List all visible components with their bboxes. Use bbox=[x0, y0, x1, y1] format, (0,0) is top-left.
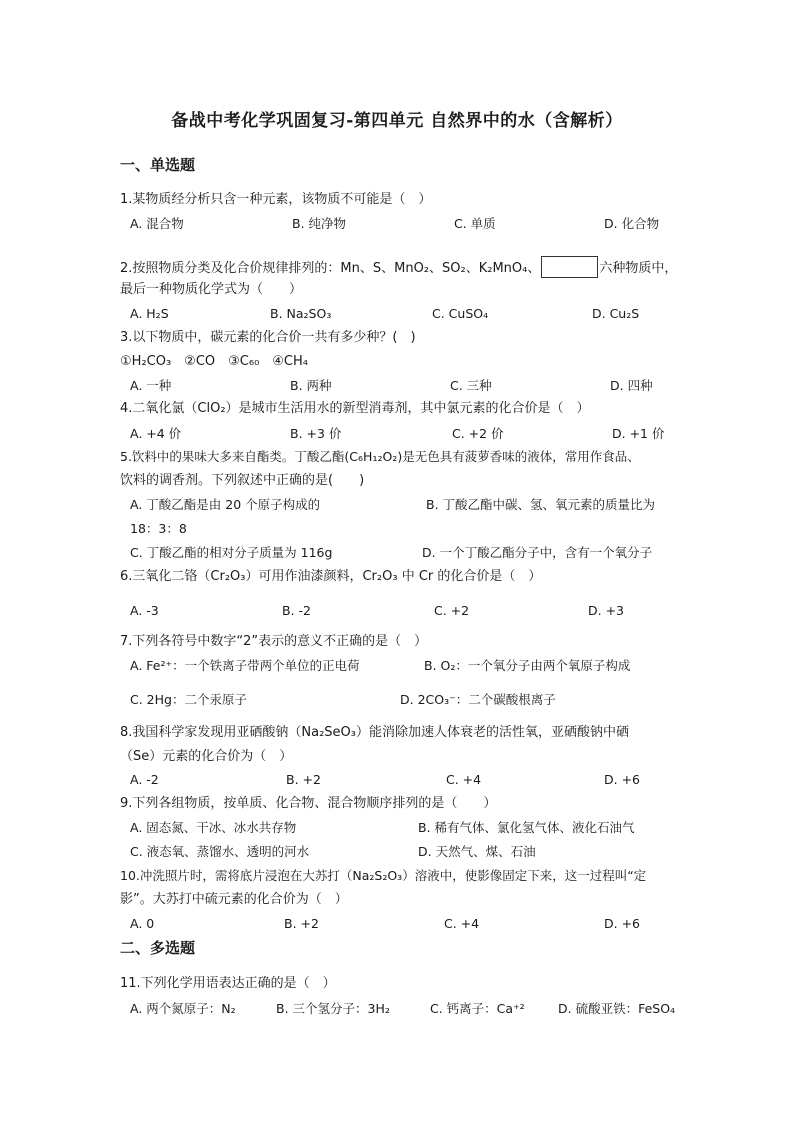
question-7-option-d: D. 2CO₃⁻：二个碳酸根离子 bbox=[400, 692, 556, 707]
question-9-option-b: B. 稀有气体、氯化氢气体、液化石油气 bbox=[418, 820, 635, 835]
question-5-option-b: B. 丁酸乙酯中碳、氢、氧元素的质量比为 bbox=[426, 497, 656, 512]
question-7-option-a: A. Fe²⁺：一个铁离子带两个单位的正电荷 bbox=[130, 658, 360, 673]
question-9-option-c: C. 液态氧、蒸馏水、透明的河水 bbox=[130, 844, 310, 859]
question-8-stem-line-2: （Se）元素的化合价为（ ） bbox=[120, 749, 293, 764]
question-8-option-b: B. +2 bbox=[286, 772, 321, 787]
question-2-option-a: A. H₂S bbox=[130, 306, 169, 321]
question-11-option-d: D. 硫酸亚铁：FeSO₄ bbox=[558, 1001, 676, 1016]
question-7-stem: 7.下列各符号中数字“2”表示的意义不正确的是（ ） bbox=[120, 634, 428, 649]
question-3-items: ①H₂CO₃ ②CO ③C₆₀ ④CH₄ bbox=[120, 354, 308, 369]
question-3-option-b: B. 两种 bbox=[290, 378, 332, 393]
question-10-stem-line-2: 影”。大苏打中硫元素的化合价为（ ） bbox=[120, 892, 348, 907]
question-9-option-d: D. 天然气、煤、石油 bbox=[418, 844, 536, 859]
question-11-option-b: B. 三个氢分子：3H₂ bbox=[276, 1001, 390, 1016]
question-6-option-a: A. -3 bbox=[130, 603, 159, 618]
question-1-option-d: D. 化合物 bbox=[604, 216, 660, 231]
question-4-option-b: B. +3 价 bbox=[290, 426, 342, 441]
question-2-option-d: D. Cu₂S bbox=[592, 306, 640, 321]
question-1-option-a: A. 混合物 bbox=[130, 216, 184, 231]
question-9-stem: 9.下列各组物质，按单质、化合物、混合物顺序排列的是（ ） bbox=[120, 796, 497, 811]
question-1-option-c: C. 单质 bbox=[454, 216, 496, 231]
question-4-option-c: C. +2 价 bbox=[452, 426, 504, 441]
question-6-option-d: D. +3 bbox=[588, 603, 624, 618]
question-8-option-c: C. +4 bbox=[446, 772, 482, 787]
question-8-option-a: A. -2 bbox=[130, 772, 159, 787]
question-5-stem-line-2: 饮料的调香剂。下列叙述中正确的是( ) bbox=[120, 473, 365, 488]
question-7-option-b: B. O₂：一个氧分子由两个氧原子构成 bbox=[424, 658, 631, 673]
question-1-stem: 1.某物质经分析只含一种元素，该物质不可能是（ ） bbox=[120, 192, 432, 207]
question-5-option-d: D. 一个丁酸乙酯分子中，含有一个氧分子 bbox=[422, 545, 653, 560]
question-9-option-a: A. 固态氮、干冰、冰水共存物 bbox=[130, 820, 297, 835]
question-10-option-a: A. 0 bbox=[130, 916, 155, 931]
question-11-stem: 11.下列化学用语表达正确的是（ ） bbox=[120, 976, 336, 991]
question-11-option-c: C. 钙离子：Ca⁺² bbox=[430, 1001, 525, 1016]
question-10-option-d: D. +6 bbox=[604, 916, 640, 931]
question-3-stem: 3.以下物质中，碳元素的化合价一共有多少种？( ) bbox=[120, 330, 416, 345]
question-11-option-a: A. 两个氮原子：N₂ bbox=[130, 1001, 236, 1016]
question-4-option-d: D. +1 价 bbox=[612, 426, 665, 441]
question-4-stem: 4.二氧化氯（ClO₂）是城市生活用水的新型消毒剂，其中氯元素的化合价是（ ） bbox=[120, 401, 590, 416]
question-7-option-c: C. 2Hg：二个汞原子 bbox=[130, 692, 247, 707]
question-5-option-c: C. 丁酸乙酯的相对分子质量为 116g bbox=[130, 545, 333, 560]
question-2-stem-line-2: 最后一种物质化学式为（ ） bbox=[120, 282, 303, 297]
question-2-stem bbox=[120, 256, 677, 278]
question-6-stem: 6.三氧化二铬（Cr₂O₃）可用作油漆颜料，Cr₂O₃ 中 Cr 的化合价是（ ） bbox=[120, 569, 542, 584]
question-5-stem-line-1: 5.饮料中的果味大多来自酯类。丁酸乙酯(C₆H₁₂O₂)是无色具有菠萝香味的液体，常用作食品、 bbox=[120, 449, 640, 464]
document-title: 备战中考化学巩固复习-第四单元 自然界中的水（含解析） bbox=[171, 111, 623, 131]
question-5-option-a: A. 丁酸乙酯是由 20 个原子构成的 bbox=[130, 497, 321, 512]
question-8-option-d: D. +6 bbox=[604, 772, 640, 787]
section-heading-single-choice: 一、单选题 bbox=[120, 156, 196, 174]
question-10-option-b: B. +2 bbox=[284, 916, 319, 931]
question-5-option-b-continued: 18：3：8 bbox=[130, 521, 187, 536]
question-2-option-b: B. Na₂SO₃ bbox=[270, 306, 332, 321]
question-4-option-a: A. +4 价 bbox=[130, 426, 182, 441]
question-2-stem-text: 2.按照物质分类及化合价规律排列的：Mn、S、MnO₂、SO₂、K₂MnO₄、 bbox=[120, 261, 541, 276]
question-6-option-c: C. +2 bbox=[434, 603, 470, 618]
question-3-option-c: C. 三种 bbox=[450, 378, 492, 393]
question-10-option-c: C. +4 bbox=[444, 916, 480, 931]
answer-blank-box bbox=[541, 256, 598, 278]
question-10-stem-line-1: 10.冲洗照片时，需将底片浸泡在大苏打（Na₂S₂O₃）溶液中，使影像固定下来，这一过程叫“定 bbox=[120, 868, 647, 883]
question-8-stem-line-1: 8.我国科学家发现用亚硒酸钠（Na₂SeO₃）能消除加速人体衰老的活性氧，亚硒酸钠中硒 bbox=[120, 725, 629, 740]
question-2-stem-text-end: 六种物质中， bbox=[599, 261, 678, 276]
question-2-option-c: C. CuSO₄ bbox=[432, 306, 489, 321]
section-heading-multiple-choice: 二、多选题 bbox=[120, 939, 196, 957]
question-3-option-a: A. 一种 bbox=[130, 378, 172, 393]
question-1-option-b: B. 纯净物 bbox=[292, 216, 347, 231]
question-3-option-d: D. 四种 bbox=[610, 378, 653, 393]
question-6-option-b: B. -2 bbox=[282, 603, 311, 618]
